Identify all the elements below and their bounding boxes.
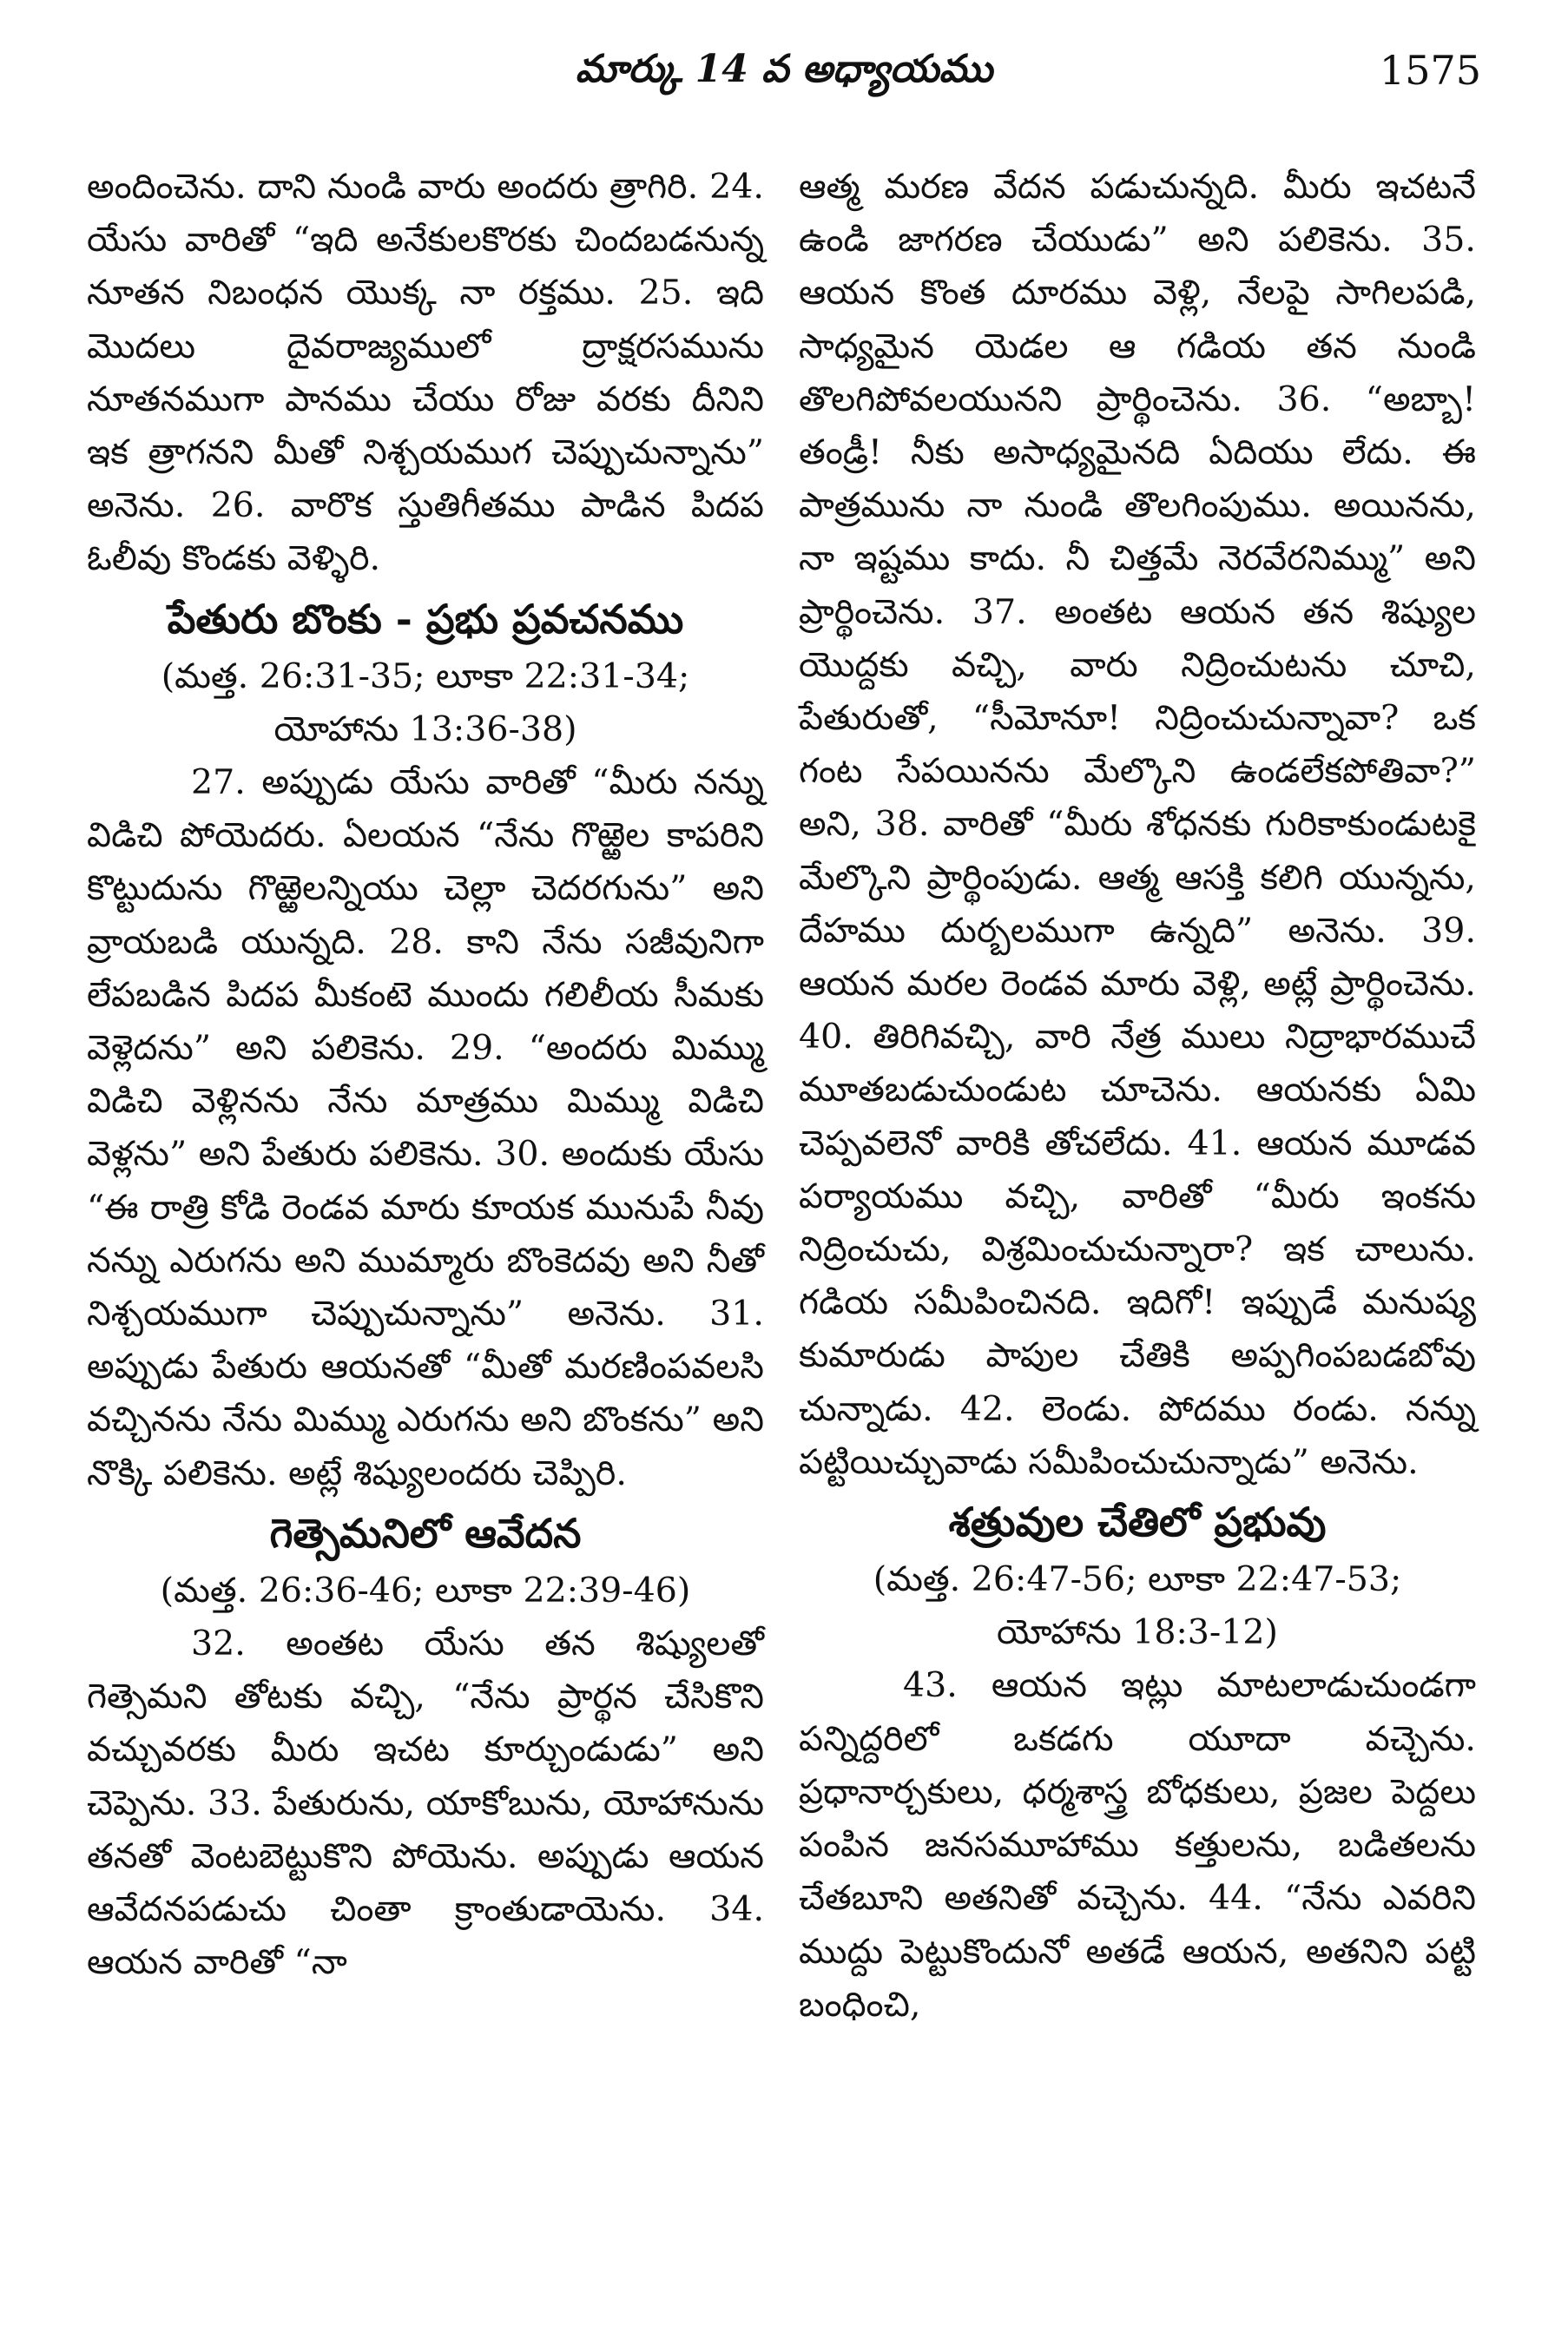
running-title: మార్కు 14 వ అధ్యాయము [575,47,993,91]
section-heading-arrest: శత్రువుల చేతిలో ప్రభువు [948,1499,1327,1546]
cross-reference: యోహాను 18:3-12) [997,1612,1278,1653]
cross-reference: (మత్త. 26:31-35; లూకా 22:31-34; [161,656,690,696]
cross-reference: యోహాను 13:36-38) [273,708,577,749]
left-column [87,161,764,1990]
section-heading-peter-denial: పేతురు బొంకు - ప్రభు ప్రవచనము [167,595,684,642]
page-number: 1575 [1379,47,1481,94]
right-paragraph-1: ఆత్మ మరణ వేదన పడుచున్నది. మీరు ఇచటనే ఉండి జాగరణ చేయుడు” అని పలికెను. 35. ఆయన కొంత దూరము వెళ్లి, నేలపై సాగిలపడి, సాధ్యమైన యెడల ఆ గడియ తన నుండి తొలగిపోవలయునని ప్రార్థించెను. 36. “అబ్బా! తండ్రీ! నీకు అసాధ్యమైనది ఏదియు లేదు. ఈ పాత్రమును నా నుండి తొలగింపుము. అయినను, నా ఇష్టము కాదు. నీ చిత్తమే నెరవేరనిమ్ము” అని ప్రార్థించెను. 37. అంతట ఆయన తన శిష్యుల యొద్దకు వచ్చి, వారు నిద్రించుటను చూచి, పేతురుతో, “సీమోనూ! నిద్రించుచున్నావా? ఒక గంట సేపయినను మేల్కొని ఉండలేకపోతివా?” అని, 38. వారితో “మీరు శోధనకు గురికాకుండుటకై మేల్కొని ప్రార్థింపుడు. ఆత్మ ఆసక్తి కలిగి యున్నను, దేహము దుర్బలముగా ఉన్నది” అనెను. 39. ఆయన మరల రెండవ మారు వెళ్లి, అట్లే ప్రార్థించెను. 40. తిరిగివచ్చి, వారి నేత్ర ములు నిద్రాభారముచే మూతబడుచుండుట చూచెను. ఆయనకు ఏమి చెప్పవలెనో వారికి తోచలేదు. 41. ఆయన మూడవ పర్యాయము వచ్చి, వారితో “మీరు ఇంకను నిద్రించుచు, విశ్రమించుచున్నారా? ఇక చాలును. గడియ సమీపించినది. ఇదిగో! ఇప్పుడే మనుష్య కుమారుడు పాపుల చేతికి అప్పగింపబడబోవు చున్నాడు. 42. లెండు. పోదము రండు. నన్ను పట్టియిచ్చువాడు సమీపించుచున్నాడు” అనెను. [799,167,1476,1482]
right-column [799,161,1476,2032]
left-paragraph-2: 27. అప్పుడు యేసు వారితో “మీరు నన్ను విడిచి పోయెదరు. ఏలయన “నేను గొఱ్ఱెల కాపరిని కొట్టుదును గొఱ్ఱెలన్నియు చెల్లా చెదరగును” అని వ్రాయబడి యున్నది. 28. కాని నేను సజీవునిగా లేపబడిన పిదప మీకంటె ముందు గలిలీయ సీమకు వెళ్లెదను” అని పలికెను. 29. “అందరు మిమ్ము విడిచి వెళ్లినను నేను మాత్రము మిమ్ము విడిచి వెళ్లను” అని పేతురు పలికెను. 30. అందుకు యేసు “ఈ రాత్రి కోడి రెండవ మారు కూయక మునుపే నీవు నన్ను ఎరుగను అని ముమ్మారు బొంకెదవు అని నీతో నిశ్చయముగా చెప్పుచున్నాను” అనెను. 31. అప్పుడు పేతురు ఆయనతో “మీతో మరణింపవలసి వచ్చినను నేను మిమ్ము ఎరుగను అని బొంకను” అని నొక్కి పలికెను. అట్లే శిష్యులందరు చెప్పిరి. [87,762,764,1493]
right-paragraph-2: 43. ఆయన ఇట్లు మాటలాడుచుండగా పన్నిద్దరిలో ఒకడగు యూదా వచ్చెను. ప్రధానార్చకులు, ధర్మశాస్త్ర బోధకులు, ప్రజల పెద్దలు పంపిన జనసమూహాము కత్తులను, బడితలను చేతబూని అతనితో వచ్చెను. 44. “నేను ఎవరిని ముద్దు పెట్టుకొందునో అతడే ఆయన, అతనిని పట్టి బంధించి, [799,1665,1476,2025]
left-paragraph-3: 32. అంతట యేసు తన శిష్యులతో గెత్సెమని తోటకు వచ్చి, “నేను ప్రార్థన చేసికొని వచ్చువరకు మీరు ఇచట కూర్చుండుడు” అని చెప్పెను. 33. పేతురును, యాకోబును, యోహానును తనతో వెంటబెట్టుకొని పోయెను. అప్పుడు ఆయన ఆవేదనపడుచు చింతా క్రాంతుడాయెను. 34. ఆయన వారితో “నా [87,1624,764,1983]
page-header [87,35,1481,113]
cross-reference: (మత్త. 26:36-46; లూకా 22:39-46) [160,1570,691,1611]
cross-reference: (మత్త. 26:47-56; లూకా 22:47-53; [873,1559,1402,1600]
left-paragraph-1: అందించెను. దాని నుండి వారు అందరు త్రాగిరి. 24. యేసు వారితో “ఇది అనేకులకొరకు చిందబడనున్న నూతన నిబంధన యొక్క నా రక్తము. 25. ఇది మొదలు దైవరాజ్యములో ద్రాక్షరసమును నూతనముగా పానము చేయు రోజు వరకు దీనిని ఇక త్రాగనని మీతో నిశ్చయముగ చెప్పుచున్నాను” అనెను. 26. వారొక స్తుతిగీతము పాడిన పిదప ఓలీవు కొండకు వెళ్ళిరి. [87,167,764,579]
section-heading-gethsemane: గెత్సెమనిలో ఆవేదన [269,1509,582,1557]
